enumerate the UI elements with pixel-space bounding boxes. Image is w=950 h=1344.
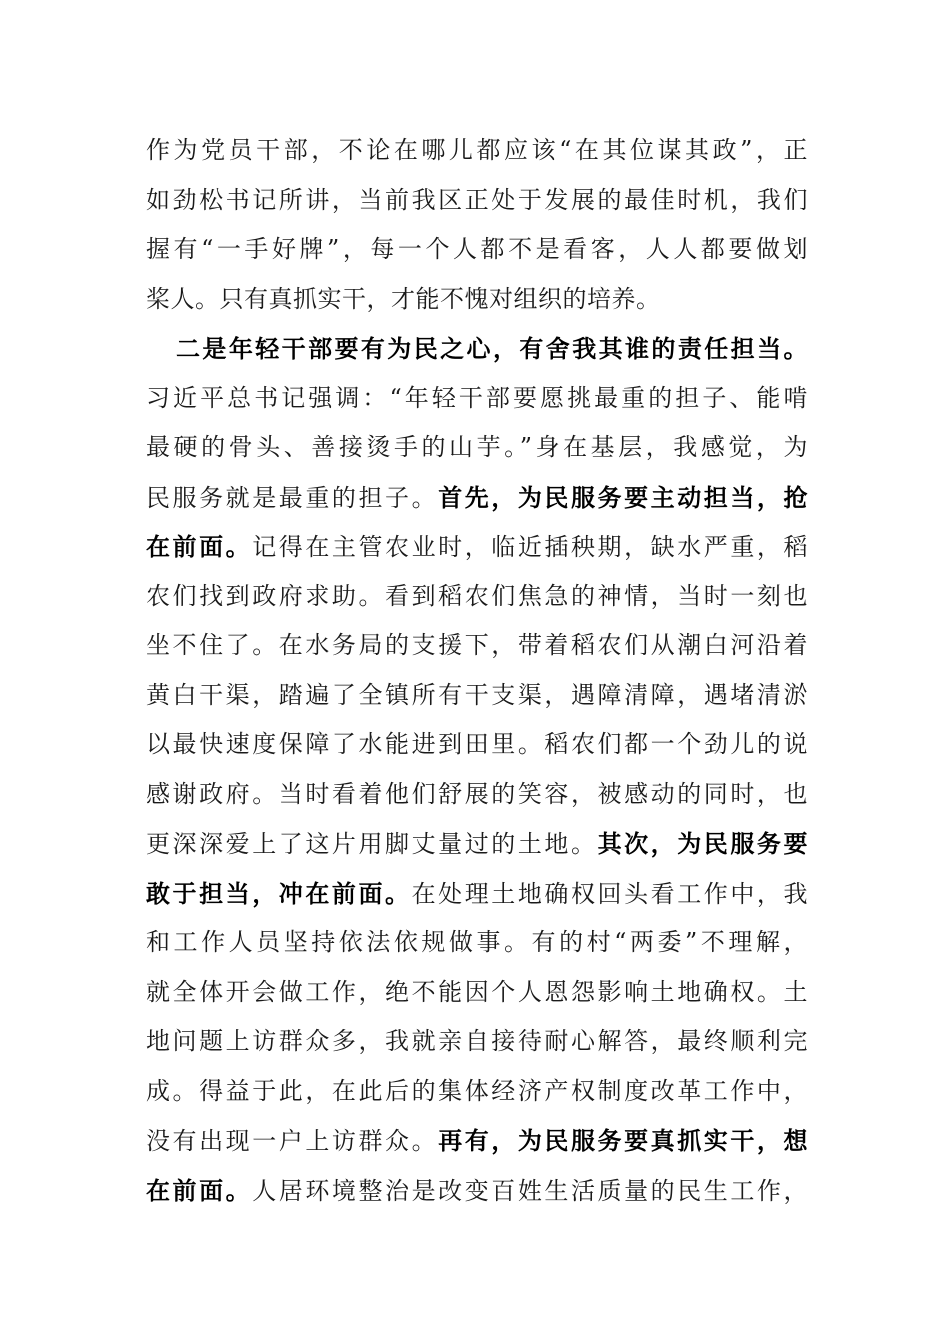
text-line bbox=[146, 522, 808, 572]
text-segment: 记得在主管农业时，临近插秧期，缺水严重，稻 bbox=[252, 533, 808, 561]
text-line bbox=[146, 770, 808, 820]
bold-text-segment: 敢于担当，冲在前面。 bbox=[146, 878, 412, 908]
text-line bbox=[146, 126, 808, 176]
text-segment: 如劲松书记所讲，当前我区正处于发展的最佳时机，我们 bbox=[146, 185, 808, 214]
text-line bbox=[146, 968, 808, 1018]
document-body bbox=[146, 126, 808, 1215]
text-segment: 人居环境整治是改变百姓生活质量的民生工作， bbox=[252, 1176, 808, 1205]
text-line bbox=[146, 225, 808, 275]
bold-text-segment: 二是年轻干部要有为民之心，有舍我其谁的责任担当。 bbox=[176, 334, 808, 363]
text-segment: 作为党员干部，不论在哪儿都应该“在其位谋其政”，正 bbox=[146, 136, 808, 164]
text-segment: 就全体开会做工作，绝不能因个人恩怨影响土地确权。土 bbox=[146, 977, 808, 1006]
text-segment: 感谢政府。当时看着他们舒展的笑容，被感动的同时，也 bbox=[146, 779, 808, 808]
text-segment: 桨人。只有真抓实干，才能不愧对组织的培养。 bbox=[146, 284, 661, 313]
bold-text-segment: 首先，为民服务要主动担当，抢 bbox=[438, 482, 808, 512]
text-segment: 以最快速度保障了水能进到田里。稻农们都一个劲儿的说 bbox=[146, 730, 808, 758]
text-line bbox=[146, 918, 808, 968]
text-line bbox=[146, 572, 808, 622]
text-segment: 成。得益于此，在此后的集体经济产权制度改革工作中， bbox=[146, 1076, 808, 1105]
text-line bbox=[146, 374, 808, 424]
text-line bbox=[146, 324, 808, 374]
text-segment: 和工作人员坚持依法依规做事。有的村“两委”不理解， bbox=[146, 928, 808, 956]
text-segment: 农们找到政府求助。看到稻农们焦急的神情，当时一刻也 bbox=[146, 581, 808, 610]
text-line bbox=[146, 819, 808, 869]
text-segment: 坐不住了。在水务局的支援下，带着稻农们从潮白河沿着 bbox=[146, 631, 808, 659]
text-segment: 民服务就是最重的担子。 bbox=[146, 483, 439, 512]
text-segment: 在处理土地确权回头看工作中，我 bbox=[411, 879, 808, 908]
text-line bbox=[146, 473, 808, 523]
bold-text-segment: 在前面。 bbox=[146, 532, 253, 561]
text-segment: 习近平总书记强调：“年轻干部要愿挑最重的担子、能啃 bbox=[146, 383, 808, 412]
text-line bbox=[146, 869, 808, 919]
text-line bbox=[146, 275, 808, 325]
text-segment: 黄白干渠，踏遍了全镇所有干支渠，遇障清障，遇堵清淤 bbox=[146, 680, 808, 709]
text-line bbox=[146, 720, 808, 770]
text-line bbox=[146, 1067, 808, 1117]
text-line bbox=[146, 671, 808, 721]
bold-text-segment: 再有，为民服务要真抓实干，想 bbox=[438, 1126, 808, 1155]
text-line bbox=[146, 621, 808, 671]
text-segment: 握有“一手好牌”，每一个人都不是看客，人人都要做划 bbox=[146, 235, 808, 263]
text-segment: 更深深爱上了这片用脚丈量过的土地。 bbox=[146, 830, 598, 858]
text-segment: 最硬的骨头、善接烫手的山芋。”身在基层，我感觉，为 bbox=[146, 433, 808, 461]
text-line bbox=[146, 1017, 808, 1067]
text-line bbox=[146, 1166, 808, 1216]
text-line bbox=[146, 1116, 808, 1166]
text-segment: 没有出现一户上访群众。 bbox=[146, 1127, 439, 1155]
text-line bbox=[146, 176, 808, 226]
bold-text-segment: 其次，为民服务要 bbox=[597, 829, 808, 858]
bold-text-segment: 在前面。 bbox=[146, 1175, 253, 1205]
text-line bbox=[146, 423, 808, 473]
text-segment: 地问题上访群众多，我就亲自接待耐心解答，最终顺利完 bbox=[146, 1027, 808, 1055]
